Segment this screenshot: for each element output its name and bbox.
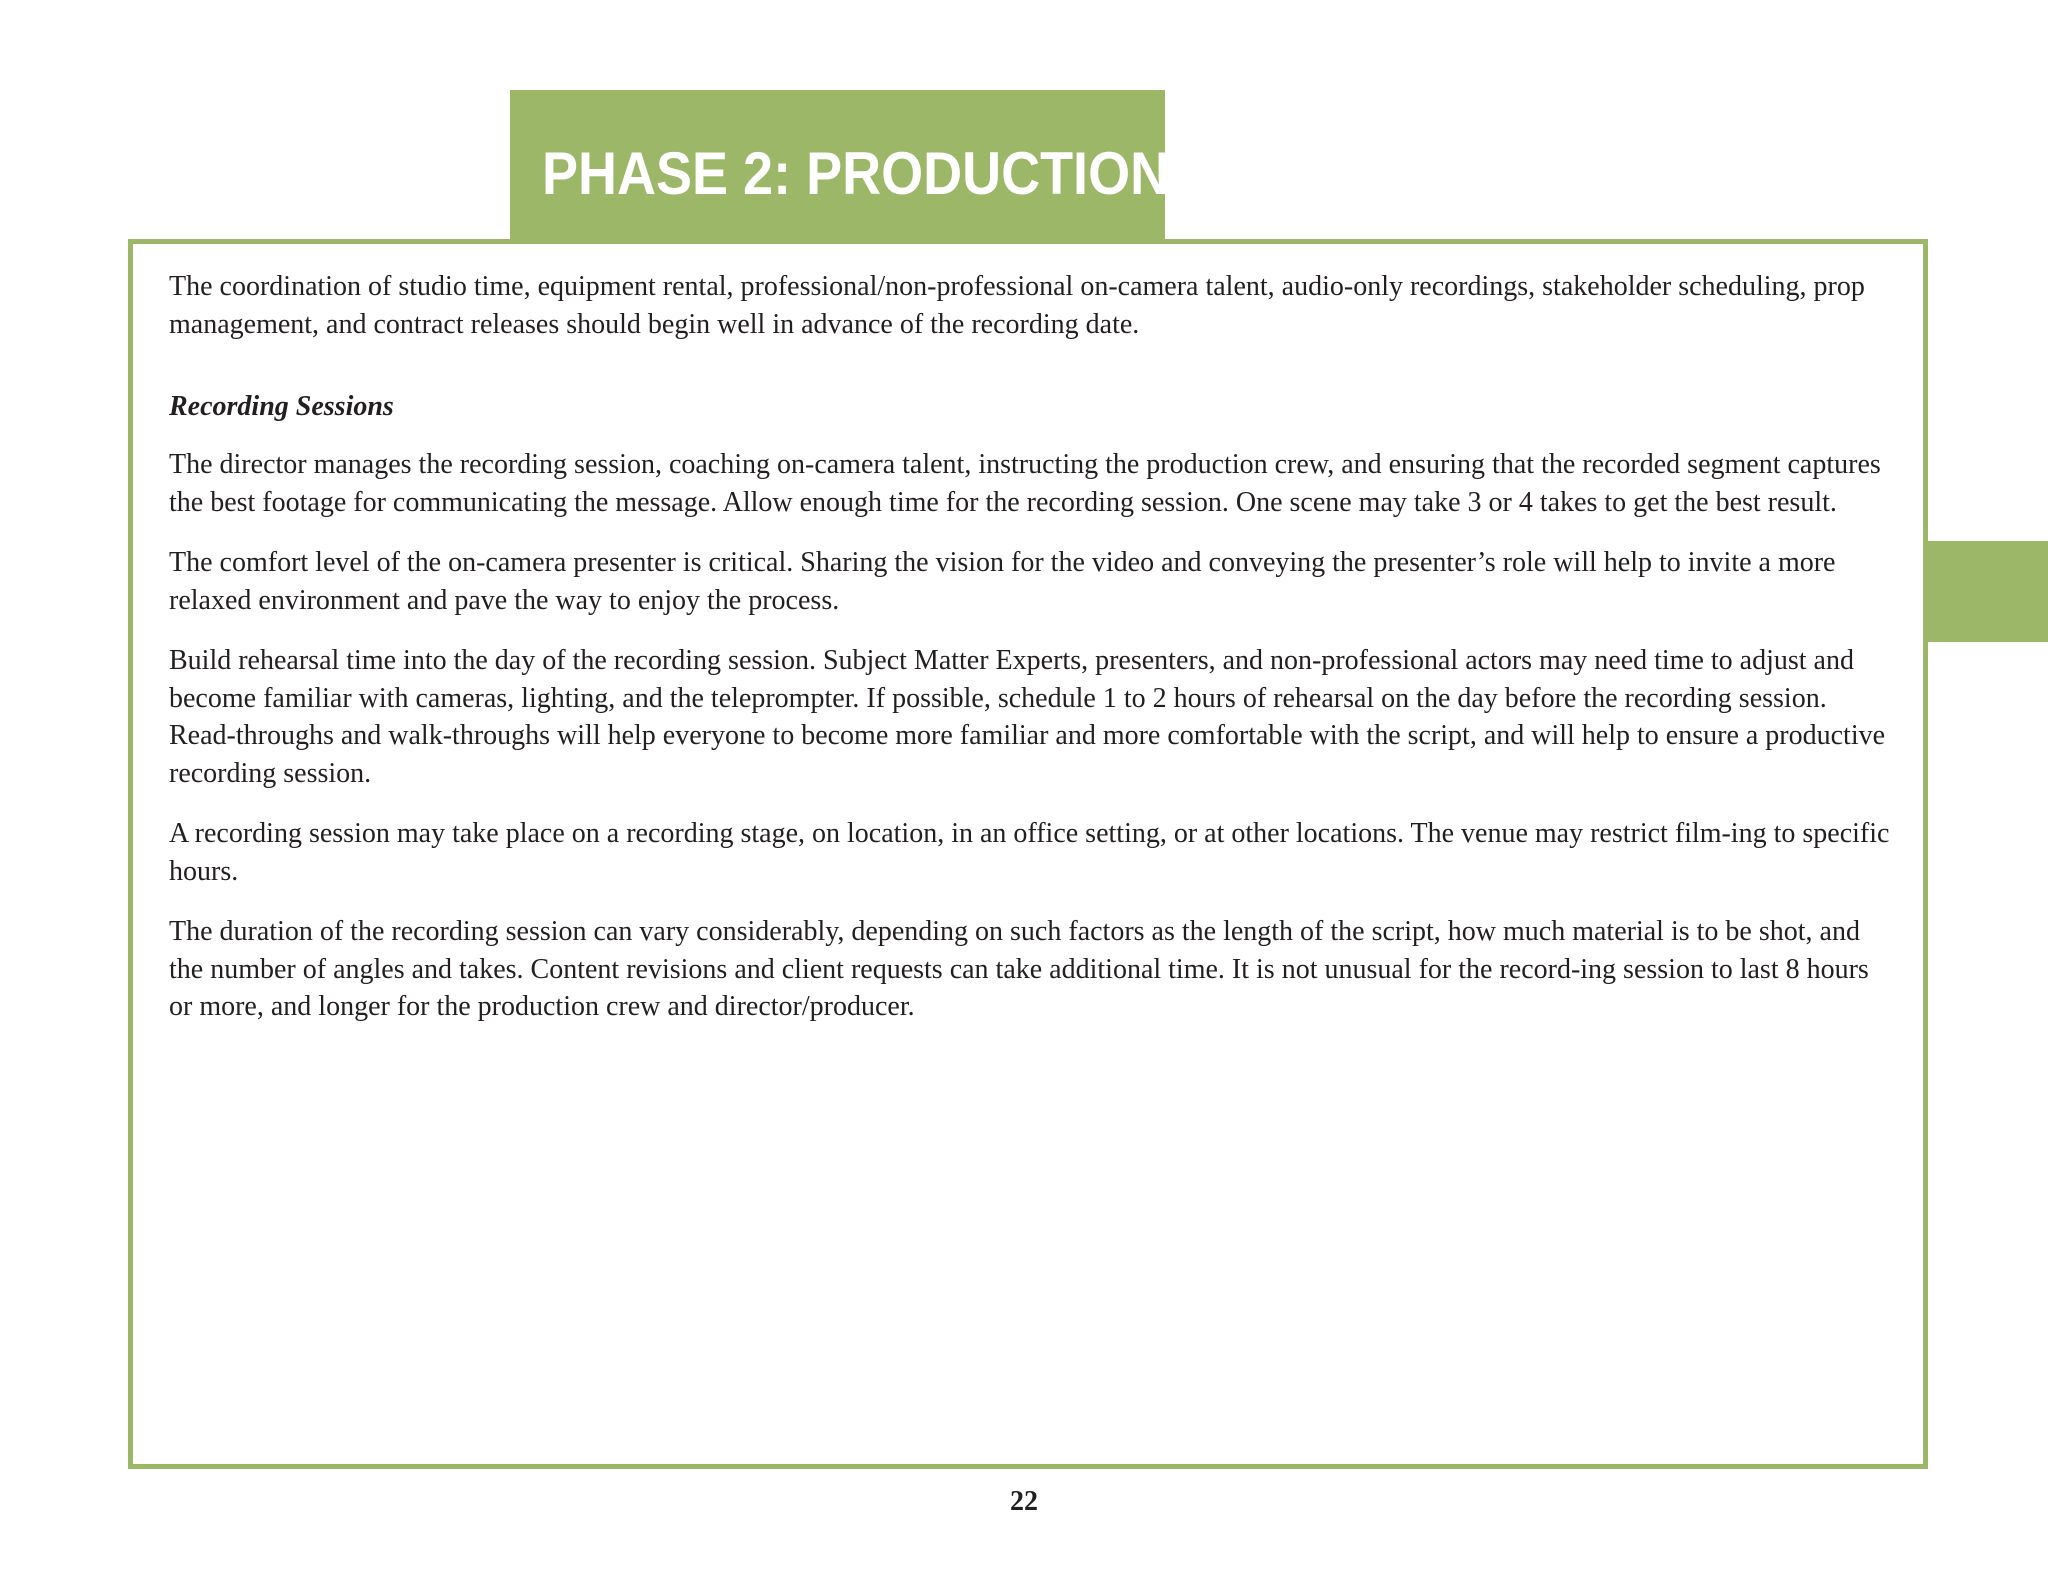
page-title: PHASE 2: PRODUCTION	[542, 140, 1170, 207]
section-subheading: Recording Sessions	[169, 391, 394, 422]
intro-paragraph: The coordination of studio time, equipment rental, professional/non-professional on-camera talent, audio-only recordings, stakeholder scheduling, prop management, and contract releases should begin well in advance of the recording date.	[169, 271, 1865, 340]
body-paragraph-4: A recording session may take place on a recording stage, on location, in an office setting, or at other locations. The venue may restrict film-ing to specific hours.	[169, 818, 1890, 887]
page-number: 22	[1010, 1486, 1038, 1517]
section-title-tab	[510, 90, 1170, 240]
body-paragraph-5: The duration of the recording session can vary considerably, depending on such factors as the length of the script, how much material is to be shot, and the number of angles and takes. Content revisions and client requests can take additional time. It is not unusual for the record-ing session to last 8 hours or more, and longer for the production crew and director/producer.	[169, 916, 1869, 1022]
body-paragraph-2: The comfort level of the on-camera presenter is critical. Sharing the vision for the video and conveying the presenter’s role will help to invite a more relaxed environment and pave the way to enjoy the process.	[169, 547, 1836, 616]
content-frame	[128, 239, 1928, 1469]
body-paragraph-3: Build rehearsal time into the day of the recording session. Subject Matter Experts, presenters, and non-professional actors may need time to adjust and become familiar with cameras, lighting, and the teleprompter. If possible, schedule 1 to 2 hours of rehearsal on the day before the recording session. Read-throughs and walk-throughs will help everyone to become more familiar and more comfortable with the script, and will help to ensure a productive recording session.	[169, 645, 1886, 789]
chapter-side-tab	[1925, 541, 2048, 642]
body-paragraph-1: The director manages the recording session, coaching on-camera talent, instructing the production crew, and ensuring that the recorded segment captures the best footage for communicating the message. Allow enough time for the recording session. One scene may take 3 or 4 takes to get the best result.	[169, 449, 1881, 518]
